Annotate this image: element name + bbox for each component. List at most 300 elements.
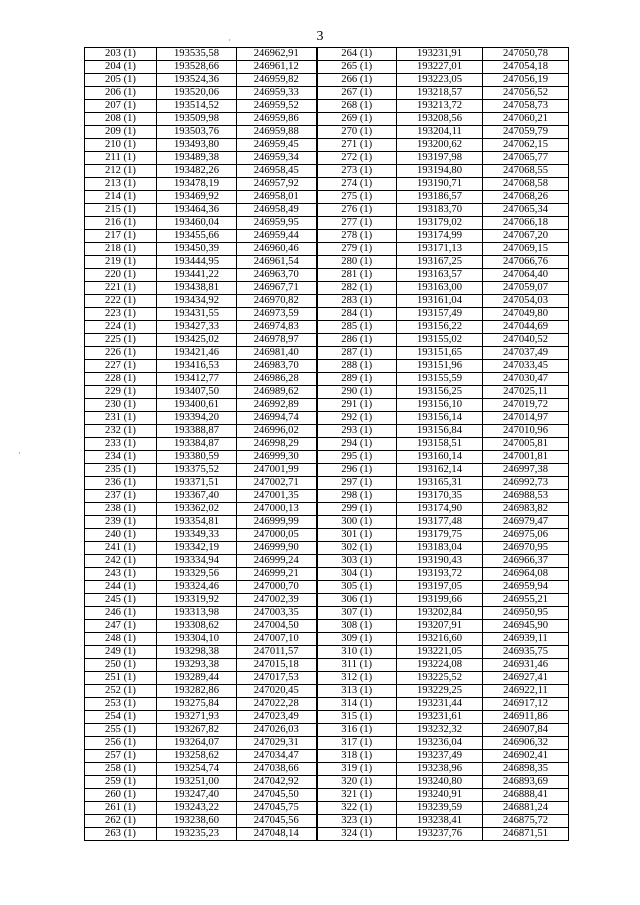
point-number-cell: 251 (1) bbox=[85, 672, 157, 685]
point-number-cell: 319 (1) bbox=[317, 763, 397, 776]
table-row bbox=[85, 295, 569, 308]
x-coordinate-cell: 193240,80 bbox=[397, 776, 483, 789]
y-coordinate-cell: 246973,59 bbox=[237, 308, 317, 321]
x-coordinate-cell: 193227,01 bbox=[397, 61, 483, 74]
x-coordinate-cell: 193313,98 bbox=[157, 607, 237, 620]
x-coordinate-cell: 193231,91 bbox=[397, 48, 483, 61]
y-coordinate-cell: 246999,21 bbox=[237, 568, 317, 581]
x-coordinate-cell: 193444,95 bbox=[157, 256, 237, 269]
x-coordinate-cell: 193324,46 bbox=[157, 581, 237, 594]
y-coordinate-cell: 246978,97 bbox=[237, 334, 317, 347]
x-coordinate-cell: 193162,14 bbox=[397, 464, 483, 477]
y-coordinate-cell: 246871,51 bbox=[483, 828, 569, 841]
y-coordinate-cell: 246997,38 bbox=[483, 464, 569, 477]
table-row bbox=[85, 594, 569, 607]
y-coordinate-cell: 247001,35 bbox=[237, 490, 317, 503]
y-coordinate-cell: 246960,46 bbox=[237, 243, 317, 256]
y-coordinate-cell: 246927,41 bbox=[483, 672, 569, 685]
x-coordinate-cell: 193293,38 bbox=[157, 659, 237, 672]
point-number-cell: 289 (1) bbox=[317, 373, 397, 386]
point-number-cell: 247 (1) bbox=[85, 620, 157, 633]
y-coordinate-cell: 247011,57 bbox=[237, 646, 317, 659]
table-row bbox=[85, 685, 569, 698]
y-coordinate-cell: 246992,89 bbox=[237, 399, 317, 412]
y-coordinate-cell: 246906,32 bbox=[483, 737, 569, 750]
point-number-cell: 258 (1) bbox=[85, 763, 157, 776]
point-number-cell: 314 (1) bbox=[317, 698, 397, 711]
point-number-cell: 231 (1) bbox=[85, 412, 157, 425]
point-number-cell: 315 (1) bbox=[317, 711, 397, 724]
table-row bbox=[85, 178, 569, 191]
point-number-cell: 297 (1) bbox=[317, 477, 397, 490]
x-coordinate-cell: 193264,07 bbox=[157, 737, 237, 750]
x-coordinate-cell: 193151,96 bbox=[397, 360, 483, 373]
x-coordinate-cell: 193221,05 bbox=[397, 646, 483, 659]
point-number-cell: 308 (1) bbox=[317, 620, 397, 633]
x-coordinate-cell: 193161,04 bbox=[397, 295, 483, 308]
y-coordinate-cell: 246999,24 bbox=[237, 555, 317, 568]
point-number-cell: 263 (1) bbox=[85, 828, 157, 841]
table-row bbox=[85, 711, 569, 724]
scan-speck: · bbox=[18, 449, 21, 458]
point-number-cell: 269 (1) bbox=[317, 113, 397, 126]
point-number-cell: 211 (1) bbox=[85, 152, 157, 165]
x-coordinate-cell: 193186,57 bbox=[397, 191, 483, 204]
x-coordinate-cell: 193238,60 bbox=[157, 815, 237, 828]
y-coordinate-cell: 247068,55 bbox=[483, 165, 569, 178]
y-coordinate-cell: 246911,86 bbox=[483, 711, 569, 724]
point-number-cell: 272 (1) bbox=[317, 152, 397, 165]
x-coordinate-cell: 193174,90 bbox=[397, 503, 483, 516]
point-number-cell: 265 (1) bbox=[317, 61, 397, 74]
point-number-cell: 264 (1) bbox=[317, 48, 397, 61]
x-coordinate-cell: 193251,00 bbox=[157, 776, 237, 789]
x-coordinate-cell: 193441,22 bbox=[157, 269, 237, 282]
x-coordinate-cell: 193455,66 bbox=[157, 230, 237, 243]
y-coordinate-cell: 246917,12 bbox=[483, 698, 569, 711]
y-coordinate-cell: 247066,76 bbox=[483, 256, 569, 269]
point-number-cell: 304 (1) bbox=[317, 568, 397, 581]
point-number-cell: 207 (1) bbox=[85, 100, 157, 113]
y-coordinate-cell: 247045,75 bbox=[237, 802, 317, 815]
point-number-cell: 291 (1) bbox=[317, 399, 397, 412]
point-number-cell: 312 (1) bbox=[317, 672, 397, 685]
point-number-cell: 283 (1) bbox=[317, 295, 397, 308]
point-number-cell: 253 (1) bbox=[85, 698, 157, 711]
x-coordinate-cell: 193171,13 bbox=[397, 243, 483, 256]
scan-speck: · bbox=[228, 36, 231, 45]
point-number-cell: 233 (1) bbox=[85, 438, 157, 451]
y-coordinate-cell: 247026,03 bbox=[237, 724, 317, 737]
x-coordinate-cell: 193231,61 bbox=[397, 711, 483, 724]
x-coordinate-cell: 193235,23 bbox=[157, 828, 237, 841]
point-number-cell: 227 (1) bbox=[85, 360, 157, 373]
x-coordinate-cell: 193207,91 bbox=[397, 620, 483, 633]
point-number-cell: 209 (1) bbox=[85, 126, 157, 139]
point-number-cell: 254 (1) bbox=[85, 711, 157, 724]
point-number-cell: 278 (1) bbox=[317, 230, 397, 243]
y-coordinate-cell: 246898,35 bbox=[483, 763, 569, 776]
point-number-cell: 205 (1) bbox=[85, 74, 157, 87]
point-number-cell: 226 (1) bbox=[85, 347, 157, 360]
table-row bbox=[85, 581, 569, 594]
table-row bbox=[85, 620, 569, 633]
y-coordinate-cell: 247054,03 bbox=[483, 295, 569, 308]
table-row bbox=[85, 607, 569, 620]
x-coordinate-cell: 193238,41 bbox=[397, 815, 483, 828]
point-number-cell: 219 (1) bbox=[85, 256, 157, 269]
x-coordinate-cell: 193156,14 bbox=[397, 412, 483, 425]
y-coordinate-cell: 247002,39 bbox=[237, 594, 317, 607]
table-row bbox=[85, 152, 569, 165]
table-row bbox=[85, 165, 569, 178]
point-number-cell: 295 (1) bbox=[317, 451, 397, 464]
x-coordinate-cell: 193174,99 bbox=[397, 230, 483, 243]
x-coordinate-cell: 193204,11 bbox=[397, 126, 483, 139]
table-row bbox=[85, 321, 569, 334]
point-number-cell: 323 (1) bbox=[317, 815, 397, 828]
table-row bbox=[85, 633, 569, 646]
y-coordinate-cell: 246939,11 bbox=[483, 633, 569, 646]
x-coordinate-cell: 193155,02 bbox=[397, 334, 483, 347]
table-row bbox=[85, 334, 569, 347]
point-number-cell: 236 (1) bbox=[85, 477, 157, 490]
y-coordinate-cell: 247062,15 bbox=[483, 139, 569, 152]
point-number-cell: 222 (1) bbox=[85, 295, 157, 308]
y-coordinate-cell: 246970,95 bbox=[483, 542, 569, 555]
y-coordinate-cell: 246881,24 bbox=[483, 802, 569, 815]
point-number-cell: 225 (1) bbox=[85, 334, 157, 347]
y-coordinate-cell: 246950,95 bbox=[483, 607, 569, 620]
x-coordinate-cell: 193267,82 bbox=[157, 724, 237, 737]
point-number-cell: 242 (1) bbox=[85, 555, 157, 568]
point-number-cell: 244 (1) bbox=[85, 581, 157, 594]
x-coordinate-cell: 193482,26 bbox=[157, 165, 237, 178]
point-number-cell: 210 (1) bbox=[85, 139, 157, 152]
y-coordinate-cell: 247029,31 bbox=[237, 737, 317, 750]
y-coordinate-cell: 247068,58 bbox=[483, 178, 569, 191]
y-coordinate-cell: 247065,77 bbox=[483, 152, 569, 165]
y-coordinate-cell: 246955,21 bbox=[483, 594, 569, 607]
point-number-cell: 243 (1) bbox=[85, 568, 157, 581]
x-coordinate-cell: 193524,36 bbox=[157, 74, 237, 87]
point-number-cell: 284 (1) bbox=[317, 308, 397, 321]
y-coordinate-cell: 246999,90 bbox=[237, 542, 317, 555]
x-coordinate-cell: 193535,58 bbox=[157, 48, 237, 61]
y-coordinate-cell: 247001,99 bbox=[237, 464, 317, 477]
x-coordinate-cell: 193469,92 bbox=[157, 191, 237, 204]
point-number-cell: 248 (1) bbox=[85, 633, 157, 646]
point-number-cell: 256 (1) bbox=[85, 737, 157, 750]
x-coordinate-cell: 193202,84 bbox=[397, 607, 483, 620]
y-coordinate-cell: 246959,88 bbox=[237, 126, 317, 139]
point-number-cell: 204 (1) bbox=[85, 61, 157, 74]
y-coordinate-cell: 247005,81 bbox=[483, 438, 569, 451]
table-row bbox=[85, 698, 569, 711]
y-coordinate-cell: 247045,56 bbox=[237, 815, 317, 828]
y-coordinate-cell: 246959,33 bbox=[237, 87, 317, 100]
table-row bbox=[85, 529, 569, 542]
y-coordinate-cell: 247003,35 bbox=[237, 607, 317, 620]
x-coordinate-cell: 193208,56 bbox=[397, 113, 483, 126]
point-number-cell: 235 (1) bbox=[85, 464, 157, 477]
point-number-cell: 212 (1) bbox=[85, 165, 157, 178]
x-coordinate-cell: 193438,81 bbox=[157, 282, 237, 295]
point-number-cell: 306 (1) bbox=[317, 594, 397, 607]
point-number-cell: 282 (1) bbox=[317, 282, 397, 295]
point-number-cell: 317 (1) bbox=[317, 737, 397, 750]
point-number-cell: 215 (1) bbox=[85, 204, 157, 217]
y-coordinate-cell: 246999,99 bbox=[237, 516, 317, 529]
table-row bbox=[85, 776, 569, 789]
y-coordinate-cell: 247010,96 bbox=[483, 425, 569, 438]
x-coordinate-cell: 193231,44 bbox=[397, 698, 483, 711]
x-coordinate-cell: 193190,71 bbox=[397, 178, 483, 191]
x-coordinate-cell: 193200,62 bbox=[397, 139, 483, 152]
x-coordinate-cell: 193197,98 bbox=[397, 152, 483, 165]
point-number-cell: 241 (1) bbox=[85, 542, 157, 555]
y-coordinate-cell: 247056,52 bbox=[483, 87, 569, 100]
y-coordinate-cell: 247000,13 bbox=[237, 503, 317, 516]
x-coordinate-cell: 193271,93 bbox=[157, 711, 237, 724]
y-coordinate-cell: 247007,10 bbox=[237, 633, 317, 646]
y-coordinate-cell: 246958,45 bbox=[237, 165, 317, 178]
point-number-cell: 206 (1) bbox=[85, 87, 157, 100]
y-coordinate-cell: 247037,49 bbox=[483, 347, 569, 360]
point-number-cell: 298 (1) bbox=[317, 490, 397, 503]
x-coordinate-cell: 193229,25 bbox=[397, 685, 483, 698]
y-coordinate-cell: 247001,81 bbox=[483, 451, 569, 464]
y-coordinate-cell: 246957,92 bbox=[237, 178, 317, 191]
table-row bbox=[85, 412, 569, 425]
y-coordinate-cell: 246962,91 bbox=[237, 48, 317, 61]
x-coordinate-cell: 193375,52 bbox=[157, 464, 237, 477]
table-row bbox=[85, 646, 569, 659]
x-coordinate-cell: 193151,65 bbox=[397, 347, 483, 360]
table-row bbox=[85, 568, 569, 581]
x-coordinate-cell: 193427,33 bbox=[157, 321, 237, 334]
point-number-cell: 303 (1) bbox=[317, 555, 397, 568]
y-coordinate-cell: 246922,11 bbox=[483, 685, 569, 698]
point-number-cell: 228 (1) bbox=[85, 373, 157, 386]
x-coordinate-cell: 193156,22 bbox=[397, 321, 483, 334]
y-coordinate-cell: 246992,73 bbox=[483, 477, 569, 490]
x-coordinate-cell: 193380,59 bbox=[157, 451, 237, 464]
point-number-cell: 266 (1) bbox=[317, 74, 397, 87]
x-coordinate-cell: 193216,60 bbox=[397, 633, 483, 646]
point-number-cell: 271 (1) bbox=[317, 139, 397, 152]
table-row bbox=[85, 191, 569, 204]
x-coordinate-cell: 193258,62 bbox=[157, 750, 237, 763]
point-number-cell: 305 (1) bbox=[317, 581, 397, 594]
y-coordinate-cell: 247040,52 bbox=[483, 334, 569, 347]
point-number-cell: 292 (1) bbox=[317, 412, 397, 425]
point-number-cell: 260 (1) bbox=[85, 789, 157, 802]
point-number-cell: 224 (1) bbox=[85, 321, 157, 334]
x-coordinate-cell: 193238,96 bbox=[397, 763, 483, 776]
x-coordinate-cell: 193237,76 bbox=[397, 828, 483, 841]
point-number-cell: 307 (1) bbox=[317, 607, 397, 620]
table-row bbox=[85, 828, 569, 841]
point-number-cell: 213 (1) bbox=[85, 178, 157, 191]
x-coordinate-cell: 193218,57 bbox=[397, 87, 483, 100]
point-number-cell: 309 (1) bbox=[317, 633, 397, 646]
table-row bbox=[85, 87, 569, 100]
point-number-cell: 250 (1) bbox=[85, 659, 157, 672]
x-coordinate-cell: 193464,36 bbox=[157, 204, 237, 217]
point-number-cell: 216 (1) bbox=[85, 217, 157, 230]
x-coordinate-cell: 193412,77 bbox=[157, 373, 237, 386]
x-coordinate-cell: 193407,50 bbox=[157, 386, 237, 399]
point-number-cell: 273 (1) bbox=[317, 165, 397, 178]
y-coordinate-cell: 247048,14 bbox=[237, 828, 317, 841]
point-number-cell: 316 (1) bbox=[317, 724, 397, 737]
table-row bbox=[85, 542, 569, 555]
table-row bbox=[85, 217, 569, 230]
table-row bbox=[85, 490, 569, 503]
x-coordinate-cell: 193367,40 bbox=[157, 490, 237, 503]
x-coordinate-cell: 193158,51 bbox=[397, 438, 483, 451]
y-coordinate-cell: 247022,28 bbox=[237, 698, 317, 711]
x-coordinate-cell: 193460,04 bbox=[157, 217, 237, 230]
y-coordinate-cell: 246959,34 bbox=[237, 152, 317, 165]
y-coordinate-cell: 247067,20 bbox=[483, 230, 569, 243]
y-coordinate-cell: 246981,40 bbox=[237, 347, 317, 360]
y-coordinate-cell: 247034,47 bbox=[237, 750, 317, 763]
table-row bbox=[85, 308, 569, 321]
y-coordinate-cell: 246996,02 bbox=[237, 425, 317, 438]
x-coordinate-cell: 193167,25 bbox=[397, 256, 483, 269]
point-number-cell: 276 (1) bbox=[317, 204, 397, 217]
y-coordinate-cell: 246999,30 bbox=[237, 451, 317, 464]
x-coordinate-cell: 193334,94 bbox=[157, 555, 237, 568]
x-coordinate-cell: 193170,35 bbox=[397, 490, 483, 503]
point-number-cell: 217 (1) bbox=[85, 230, 157, 243]
x-coordinate-cell: 193177,48 bbox=[397, 516, 483, 529]
point-number-cell: 281 (1) bbox=[317, 269, 397, 282]
x-coordinate-cell: 193434,92 bbox=[157, 295, 237, 308]
point-number-cell: 239 (1) bbox=[85, 516, 157, 529]
point-number-cell: 313 (1) bbox=[317, 685, 397, 698]
x-coordinate-cell: 193493,80 bbox=[157, 139, 237, 152]
table-row bbox=[85, 464, 569, 477]
y-coordinate-cell: 246961,54 bbox=[237, 256, 317, 269]
x-coordinate-cell: 193163,57 bbox=[397, 269, 483, 282]
y-coordinate-cell: 247020,45 bbox=[237, 685, 317, 698]
table-row bbox=[85, 139, 569, 152]
x-coordinate-cell: 193289,44 bbox=[157, 672, 237, 685]
point-number-cell: 285 (1) bbox=[317, 321, 397, 334]
y-coordinate-cell: 247068,26 bbox=[483, 191, 569, 204]
point-number-cell: 255 (1) bbox=[85, 724, 157, 737]
x-coordinate-cell: 193183,70 bbox=[397, 204, 483, 217]
table-row bbox=[85, 737, 569, 750]
y-coordinate-cell: 246964,08 bbox=[483, 568, 569, 581]
y-coordinate-cell: 247030,47 bbox=[483, 373, 569, 386]
table-row bbox=[85, 451, 569, 464]
y-coordinate-cell: 246975,06 bbox=[483, 529, 569, 542]
y-coordinate-cell: 246970,82 bbox=[237, 295, 317, 308]
y-coordinate-cell: 246983,82 bbox=[483, 503, 569, 516]
x-coordinate-cell: 193239,59 bbox=[397, 802, 483, 815]
x-coordinate-cell: 193528,66 bbox=[157, 61, 237, 74]
y-coordinate-cell: 246966,37 bbox=[483, 555, 569, 568]
x-coordinate-cell: 193425,02 bbox=[157, 334, 237, 347]
point-number-cell: 257 (1) bbox=[85, 750, 157, 763]
table-row bbox=[85, 373, 569, 386]
point-number-cell: 300 (1) bbox=[317, 516, 397, 529]
x-coordinate-cell: 193190,43 bbox=[397, 555, 483, 568]
y-coordinate-cell: 246958,01 bbox=[237, 191, 317, 204]
point-number-cell: 234 (1) bbox=[85, 451, 157, 464]
point-number-cell: 246 (1) bbox=[85, 607, 157, 620]
y-coordinate-cell: 247014,97 bbox=[483, 412, 569, 425]
x-coordinate-cell: 193197,05 bbox=[397, 581, 483, 594]
x-coordinate-cell: 193163,00 bbox=[397, 282, 483, 295]
point-number-cell: 288 (1) bbox=[317, 360, 397, 373]
x-coordinate-cell: 193232,32 bbox=[397, 724, 483, 737]
table-row bbox=[85, 204, 569, 217]
table-row bbox=[85, 48, 569, 61]
coordinates-table bbox=[84, 47, 569, 841]
table-row bbox=[85, 61, 569, 74]
table-row bbox=[85, 269, 569, 282]
x-coordinate-cell: 193282,86 bbox=[157, 685, 237, 698]
x-coordinate-cell: 193298,38 bbox=[157, 646, 237, 659]
table-row bbox=[85, 126, 569, 139]
x-coordinate-cell: 193478,19 bbox=[157, 178, 237, 191]
y-coordinate-cell: 246998,29 bbox=[237, 438, 317, 451]
y-coordinate-cell: 246959,52 bbox=[237, 100, 317, 113]
table-row bbox=[85, 113, 569, 126]
x-coordinate-cell: 193183,04 bbox=[397, 542, 483, 555]
x-coordinate-cell: 193384,87 bbox=[157, 438, 237, 451]
table-row bbox=[85, 672, 569, 685]
y-coordinate-cell: 246945,90 bbox=[483, 620, 569, 633]
x-coordinate-cell: 193388,87 bbox=[157, 425, 237, 438]
x-coordinate-cell: 193450,39 bbox=[157, 243, 237, 256]
x-coordinate-cell: 193224,08 bbox=[397, 659, 483, 672]
y-coordinate-cell: 246959,82 bbox=[237, 74, 317, 87]
point-number-cell: 287 (1) bbox=[317, 347, 397, 360]
x-coordinate-cell: 193349,33 bbox=[157, 529, 237, 542]
x-coordinate-cell: 193416,53 bbox=[157, 360, 237, 373]
point-number-cell: 324 (1) bbox=[317, 828, 397, 841]
y-coordinate-cell: 246961,12 bbox=[237, 61, 317, 74]
x-coordinate-cell: 193362,02 bbox=[157, 503, 237, 516]
point-number-cell: 311 (1) bbox=[317, 659, 397, 672]
table-row bbox=[85, 256, 569, 269]
y-coordinate-cell: 247033,45 bbox=[483, 360, 569, 373]
x-coordinate-cell: 193223,05 bbox=[397, 74, 483, 87]
x-coordinate-cell: 193509,98 bbox=[157, 113, 237, 126]
table-row bbox=[85, 503, 569, 516]
point-number-cell: 252 (1) bbox=[85, 685, 157, 698]
point-number-cell: 286 (1) bbox=[317, 334, 397, 347]
point-number-cell: 268 (1) bbox=[317, 100, 397, 113]
y-coordinate-cell: 246959,95 bbox=[237, 217, 317, 230]
point-number-cell: 274 (1) bbox=[317, 178, 397, 191]
y-coordinate-cell: 247004,50 bbox=[237, 620, 317, 633]
y-coordinate-cell: 247045,50 bbox=[237, 789, 317, 802]
y-coordinate-cell: 246875,72 bbox=[483, 815, 569, 828]
y-coordinate-cell: 247069,15 bbox=[483, 243, 569, 256]
x-coordinate-cell: 193155,59 bbox=[397, 373, 483, 386]
table-row bbox=[85, 763, 569, 776]
x-coordinate-cell: 193237,49 bbox=[397, 750, 483, 763]
point-number-cell: 208 (1) bbox=[85, 113, 157, 126]
y-coordinate-cell: 247023,49 bbox=[237, 711, 317, 724]
